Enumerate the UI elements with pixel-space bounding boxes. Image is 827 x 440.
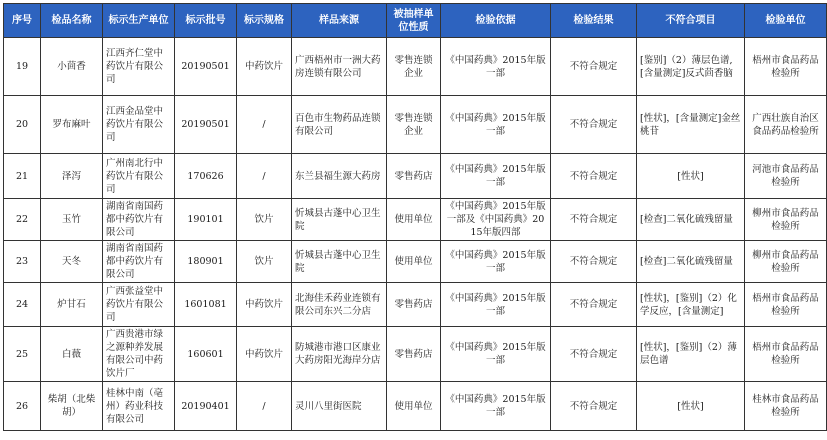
cell-serial: 22 — [4, 199, 41, 241]
cell-serial: 26 — [4, 382, 41, 431]
header-serial: 序号 — [4, 4, 41, 38]
cell-basis: 《中国药典》2015年版一部 — [441, 382, 551, 431]
cell-manufacturer: 江西金品堂中药饮片有限公司 — [103, 96, 175, 154]
cell-batch: 1601081 — [175, 283, 237, 327]
cell-nonconforming-items: [性状]，[含量测定]金丝桃苷 — [637, 96, 745, 154]
cell-nonconforming-items: [性状]，[鉴别]（2）薄层色谱 — [637, 327, 745, 382]
cell-basis: 《中国药典》2015年版一部 — [441, 327, 551, 382]
cell-manufacturer: 湖南省南国药都中药饮片有限公司 — [103, 241, 175, 283]
cell-spec: / — [237, 96, 292, 154]
header-result: 检验结果 — [551, 4, 637, 38]
cell-result: 不符合规定 — [551, 283, 637, 327]
cell-manufacturer: 广西贵港市绿之源种养发展有限公司中药饮片厂 — [103, 327, 175, 382]
cell-batch: 20190501 — [175, 38, 237, 96]
cell-serial: 23 — [4, 241, 41, 283]
table-row — [4, 38, 827, 96]
cell-result: 不符合规定 — [551, 199, 637, 241]
cell-inspection-unit: 梧州市食品药品检验所 — [745, 283, 827, 327]
inspection-results-table — [3, 3, 827, 431]
cell-batch: 160601 — [175, 327, 237, 382]
cell-product-name: 小茴香 — [41, 38, 103, 96]
header-row — [4, 4, 827, 38]
header-manufacturer: 标示生产单位 — [103, 4, 175, 38]
cell-batch: 20190401 — [175, 382, 237, 431]
cell-manufacturer: 江西齐仁堂中药饮片有限公司 — [103, 38, 175, 96]
cell-source: 北海佳禾药业连锁有限公司东兴二分店 — [292, 283, 387, 327]
cell-unit-type: 使用单位 — [387, 382, 441, 431]
cell-inspection-unit: 梧州市食品药品检验所 — [745, 327, 827, 382]
header-nonconforming-items: 不符合项目 — [637, 4, 745, 38]
cell-inspection-unit: 柳州市食品药品检验所 — [745, 199, 827, 241]
cell-product-name: 白薇 — [41, 327, 103, 382]
table-row — [4, 199, 827, 241]
cell-spec: 中药饮片 — [237, 283, 292, 327]
cell-inspection-unit: 河池市食品药品检验所 — [745, 154, 827, 199]
cell-serial: 25 — [4, 327, 41, 382]
cell-unit-type: 零售药店 — [387, 154, 441, 199]
cell-batch: 190101 — [175, 199, 237, 241]
cell-manufacturer: 桂林中南（亳州）药业科技有限公司 — [103, 382, 175, 431]
table-row — [4, 327, 827, 382]
table-row — [4, 382, 827, 431]
cell-product-name: 玉竹 — [41, 199, 103, 241]
cell-manufacturer: 湖南省南国药都中药饮片有限公司 — [103, 199, 175, 241]
cell-result: 不符合规定 — [551, 38, 637, 96]
cell-serial: 20 — [4, 96, 41, 154]
cell-basis: 《中国药典》2015年版一部 — [441, 38, 551, 96]
table-row — [4, 283, 827, 327]
cell-result: 不符合规定 — [551, 327, 637, 382]
cell-source: 东兰县福生源大药房 — [292, 154, 387, 199]
cell-unit-type: 使用单位 — [387, 241, 441, 283]
cell-basis: 《中国药典》2015年版一部 — [441, 96, 551, 154]
header-unit-type: 被抽样单位性质 — [387, 4, 441, 38]
cell-serial: 19 — [4, 38, 41, 96]
cell-spec: / — [237, 154, 292, 199]
cell-unit-type: 使用单位 — [387, 199, 441, 241]
cell-manufacturer: 广州南北行中药饮片有限公司 — [103, 154, 175, 199]
cell-inspection-unit: 柳州市食品药品检验所 — [745, 241, 827, 283]
cell-result: 不符合规定 — [551, 382, 637, 431]
cell-inspection-unit: 梧州市食品药品检验所 — [745, 38, 827, 96]
table-row — [4, 96, 827, 154]
cell-basis: 《中国药典》2015年版一部 — [441, 283, 551, 327]
cell-batch: 170626 — [175, 154, 237, 199]
header-inspection-unit: 检验单位 — [745, 4, 827, 38]
cell-unit-type: 零售连锁企业 — [387, 38, 441, 96]
cell-nonconforming-items: [性状] — [637, 382, 745, 431]
cell-product-name: 柴胡（北柴胡） — [41, 382, 103, 431]
cell-unit-type: 零售连锁企业 — [387, 96, 441, 154]
cell-result: 不符合规定 — [551, 241, 637, 283]
cell-basis: 《中国药典》2015年版一部 — [441, 241, 551, 283]
cell-batch: 180901 — [175, 241, 237, 283]
cell-inspection-unit: 桂林市食品药品检验所 — [745, 382, 827, 431]
table-row — [4, 154, 827, 199]
cell-product-name: 罗布麻叶 — [41, 96, 103, 154]
cell-spec: 饮片 — [237, 199, 292, 241]
cell-nonconforming-items: [性状]，[鉴别]（2）化学反应，[含量测定] — [637, 283, 745, 327]
header-product-name: 检品名称 — [41, 4, 103, 38]
cell-spec: / — [237, 382, 292, 431]
cell-source: 忻城县古蓬中心卫生院 — [292, 241, 387, 283]
header-basis: 检验依据 — [441, 4, 551, 38]
cell-basis: 《中国药典》2015年版一部 — [441, 154, 551, 199]
cell-source: 灵川八里街医院 — [292, 382, 387, 431]
cell-spec: 中药饮片 — [237, 327, 292, 382]
cell-nonconforming-items: [检查]二氧化硫残留量 — [637, 199, 745, 241]
cell-source: 防城港市港口区康业大药房阳光海岸分店 — [292, 327, 387, 382]
cell-serial: 24 — [4, 283, 41, 327]
cell-inspection-unit: 广西壮族自治区食品药品检验所 — [745, 96, 827, 154]
cell-result: 不符合规定 — [551, 96, 637, 154]
results-table-container — [3, 3, 827, 431]
cell-source: 忻城县古蓬中心卫生院 — [292, 199, 387, 241]
cell-spec: 饮片 — [237, 241, 292, 283]
cell-nonconforming-items: [检查]二氧化硫残留量 — [637, 241, 745, 283]
cell-product-name: 炉甘石 — [41, 283, 103, 327]
cell-serial: 21 — [4, 154, 41, 199]
cell-nonconforming-items: [性状] — [637, 154, 745, 199]
cell-basis: 《中国药典》2015年版一部及《中国药典》2015年版四部 — [441, 199, 551, 241]
cell-source: 广西梧州市一洲大药房连锁有限公司 — [292, 38, 387, 96]
header-batch: 标示批号 — [175, 4, 237, 38]
cell-spec: 中药饮片 — [237, 38, 292, 96]
cell-unit-type: 零售药店 — [387, 327, 441, 382]
cell-source: 百色市生物药品连锁有限公司 — [292, 96, 387, 154]
cell-result: 不符合规定 — [551, 154, 637, 199]
table-row — [4, 241, 827, 283]
cell-product-name: 泽泻 — [41, 154, 103, 199]
cell-product-name: 天冬 — [41, 241, 103, 283]
cell-unit-type: 零售药店 — [387, 283, 441, 327]
cell-batch: 20190501 — [175, 96, 237, 154]
header-source: 样品来源 — [292, 4, 387, 38]
cell-nonconforming-items: [鉴别]（2）薄层色谱,[含量测定]反式茴香脑 — [637, 38, 745, 96]
header-spec: 标示规格 — [237, 4, 292, 38]
cell-manufacturer: 广西张益堂中药饮片有限公司 — [103, 283, 175, 327]
